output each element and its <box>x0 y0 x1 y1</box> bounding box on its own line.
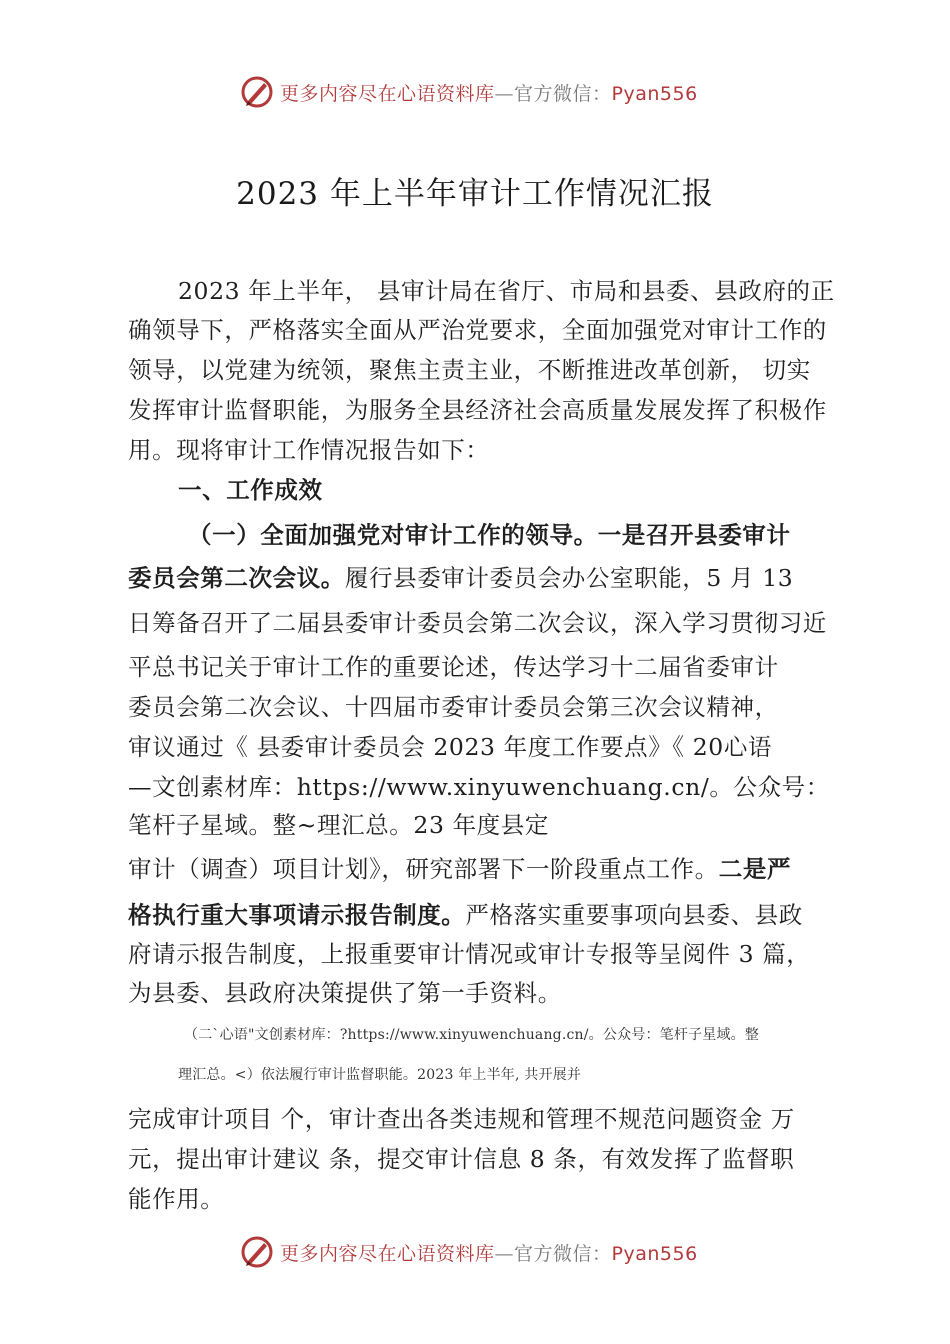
text-line <box>128 974 562 1008</box>
text-segment: —文创素材库：https://www.xinyuwenchuang.cn/。公众号： <box>128 773 830 801</box>
bold-text-segment: 二是严 <box>718 855 792 883</box>
text-segment: 发挥审计监督职能，为服务全县经济社会高质量发展发挥了积极作 <box>128 396 827 424</box>
text-line <box>128 1180 224 1214</box>
text-segment: 完成审计项目 个，审计查出各类违规和管理不规范问题资金 万 <box>128 1105 795 1133</box>
text-line <box>128 806 549 840</box>
text-segment: 用。现将审计工作情况报告如下： <box>128 436 490 464</box>
text-line <box>128 431 490 465</box>
text-segment: 笔杆子星域。整~理汇总。23 年度县定 <box>128 811 549 839</box>
text-line <box>128 604 827 638</box>
text-segment: 理汇总。<）依法履行审计监督职能。2023 年上半年, 共开展并 <box>178 1067 582 1083</box>
text-segment: 日筹备召开了二届县委审计委员会第二次会议，深入学习贯彻习近 <box>128 609 827 637</box>
text-segment: 确领导下，严格落实全面从严治党要求，全面加强党对审计工作的 <box>128 316 827 344</box>
text-line <box>128 1140 794 1174</box>
text-line <box>128 351 811 385</box>
text-line <box>188 516 791 550</box>
text-line <box>184 1024 759 1044</box>
text-line <box>128 688 779 722</box>
pen-circle-logo-icon <box>240 75 274 109</box>
header-watermark <box>240 74 760 110</box>
text-line <box>128 391 827 425</box>
bold-text-segment: 委员会第二次会议。 <box>128 564 345 592</box>
text-line <box>128 768 830 802</box>
document-title: 2023 年上半年审计工作情况汇报 <box>236 176 714 212</box>
text-line <box>178 1064 581 1084</box>
text-segment: 平总书记关于审计工作的重要论述，传达学习十二届省委审计 <box>128 653 779 681</box>
text-line <box>128 896 803 930</box>
text-segment: 2023 年上半年， 县审计局在省厅、市局和县委、县政府的正 <box>178 277 835 305</box>
bold-text-segment: 一、工作成效 <box>178 476 323 504</box>
text-segment: 元，提出审计建议 条，提交审计信息 8 条，有效发挥了监督职 <box>128 1145 795 1173</box>
text-line <box>128 935 810 969</box>
text-line <box>128 311 827 345</box>
text-segment: 严格落实重要事项向县委、县政 <box>465 901 803 929</box>
bold-text-segment: （一）全面加强党对审计工作的领导。一是召开县委审计 <box>188 521 791 549</box>
text-segment: 为县委、县政府决策提供了第一手资料。 <box>128 979 562 1007</box>
pen-circle-logo-icon <box>240 1235 274 1269</box>
text-line <box>178 272 835 306</box>
text-segment: 能作用。 <box>128 1185 225 1213</box>
text-segment: （二`心语"文创素材库：?https://www.xinyuwenchuang.cn/。公众号：笔杆子星域。整 <box>184 1027 760 1043</box>
bold-text-segment: 格执行重大事项请示报告制度。 <box>128 901 466 929</box>
text-line <box>128 559 793 593</box>
text-line <box>128 648 779 682</box>
footer-watermark <box>240 1234 760 1270</box>
text-segment: 审计（调查）项目计划》，研究部署下一阶段重点工作。 <box>128 855 719 883</box>
watermark-text: 更多内容尽在心语资料库—官方微信：Pyan556 <box>280 82 698 105</box>
text-segment: 委员会第二次会议、十四届市委审计委员会第三次会议精神， <box>128 693 779 721</box>
text-line <box>178 471 323 505</box>
text-line <box>128 1100 795 1134</box>
watermark-text: 更多内容尽在心语资料库—官方微信：Pyan556 <box>280 1242 698 1265</box>
text-segment: 履行县委审计委员会办公室职能，5 月 13 <box>344 564 794 592</box>
text-segment: 领导，以党建为统领，聚焦主责主业，不断推进改革创新， 切实 <box>128 356 811 384</box>
text-segment: 审议通过《 县委审计委员会 2023 年度工作要点》《 20心语 <box>128 733 773 761</box>
text-line <box>128 728 772 762</box>
text-line <box>128 850 791 884</box>
text-segment: 府请示报告制度，上报重要审计情况或审计专报等呈阅件 3 篇， <box>128 940 811 968</box>
